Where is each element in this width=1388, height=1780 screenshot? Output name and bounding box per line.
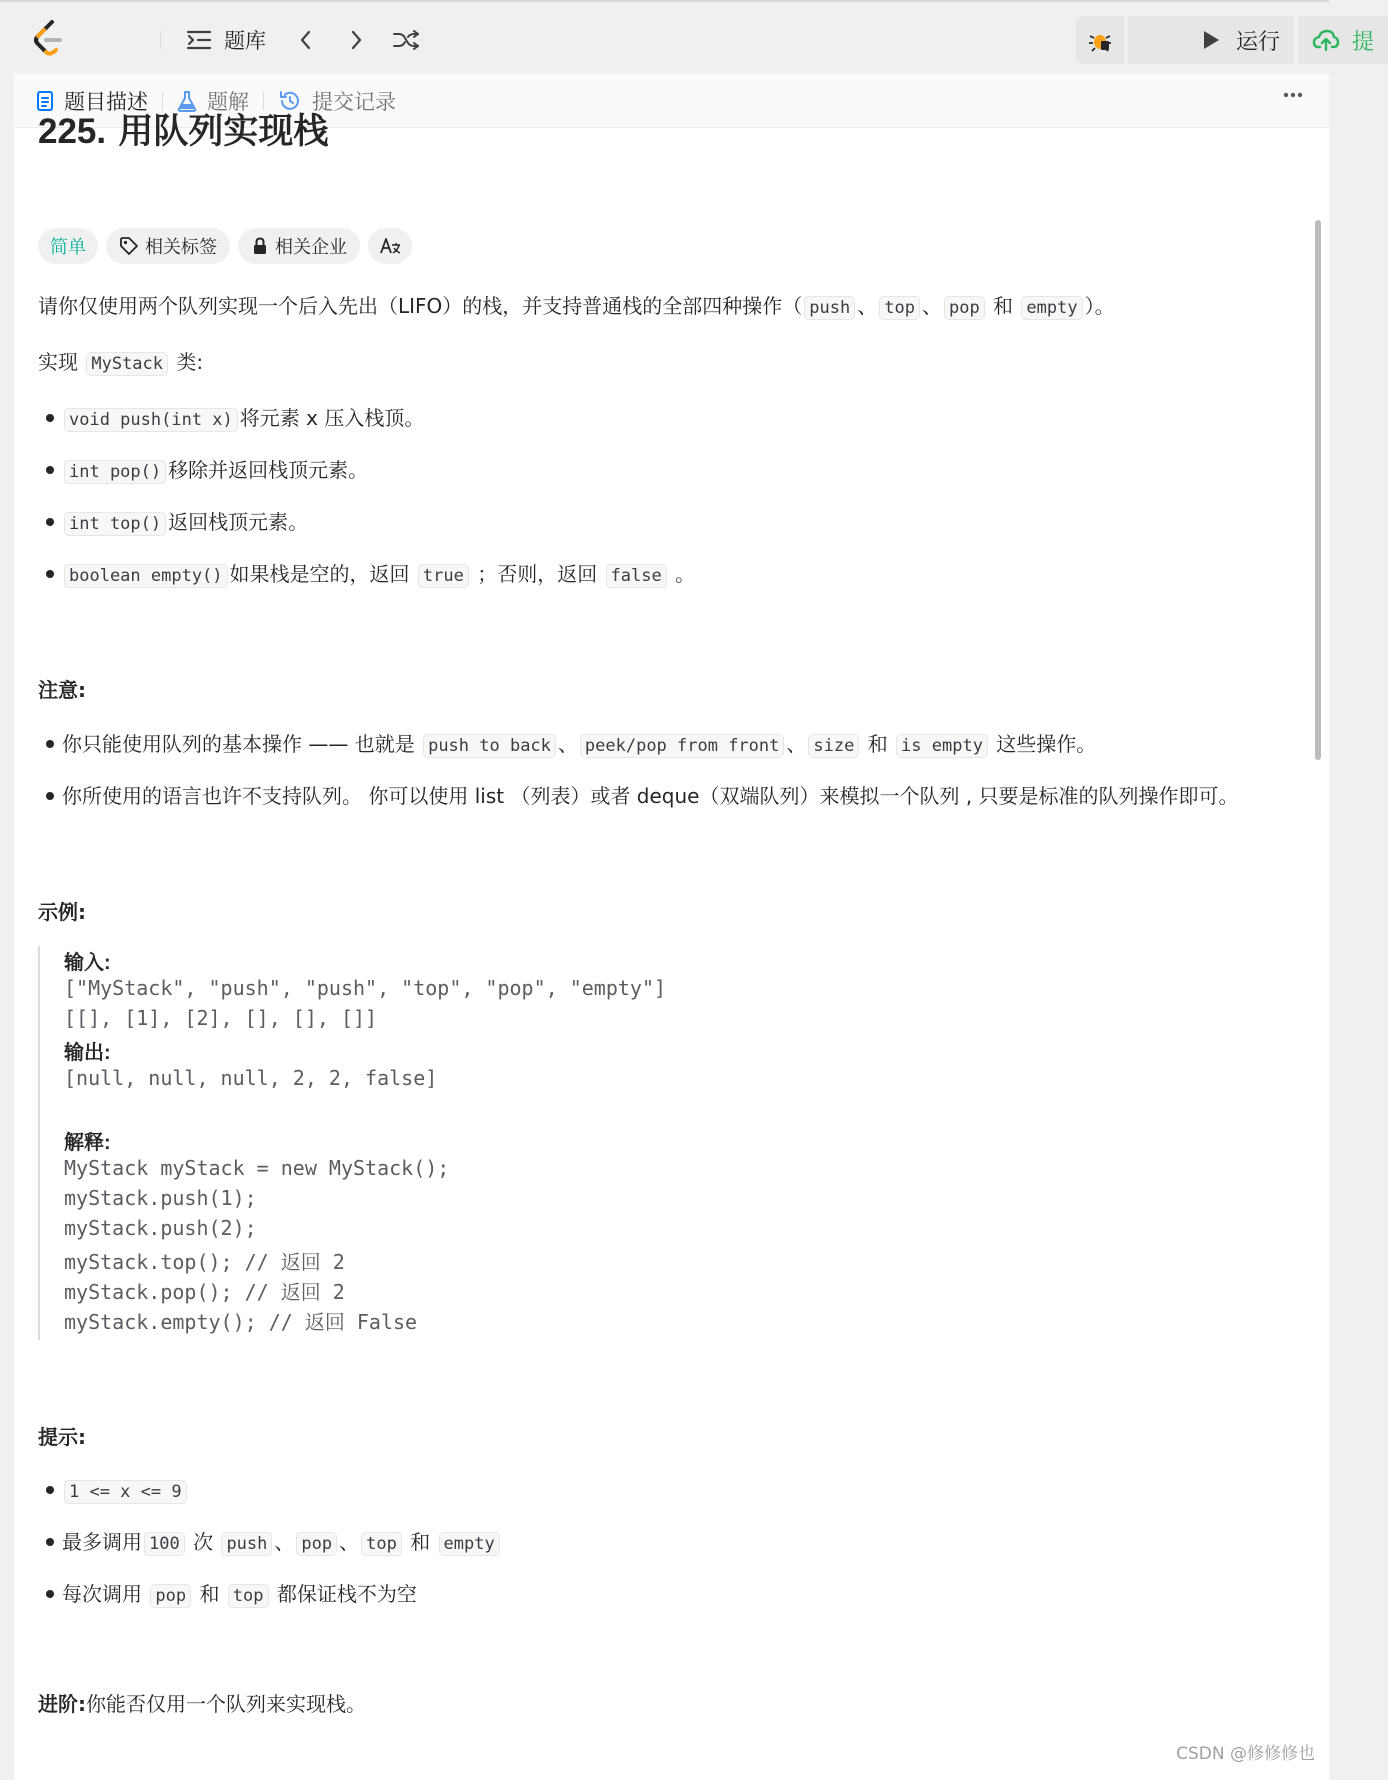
list-bullet bbox=[46, 570, 54, 578]
list-item bbox=[62, 454, 368, 488]
inline-code: int top() bbox=[64, 512, 166, 536]
list-item bbox=[62, 1474, 189, 1508]
list-item bbox=[62, 1526, 502, 1560]
list-item bbox=[62, 728, 1096, 762]
inline-code: pop bbox=[944, 296, 985, 320]
problem-body bbox=[38, 0, 1298, 1780]
hint-text: 都保证栈不为空 bbox=[276, 1582, 417, 1606]
intro-text: 请你仅使用两个队列实现一个后入先出（LIFO）的栈，并支持普通栈的全部四种操作（ bbox=[38, 294, 803, 318]
example-input-label: 输入: bbox=[64, 952, 111, 974]
inline-code: void push(int x) bbox=[64, 408, 238, 432]
list-bullet bbox=[46, 740, 54, 748]
hint-text: 每次调用 bbox=[62, 1582, 142, 1606]
inline-code: is empty bbox=[896, 734, 988, 758]
problem-tags bbox=[38, 228, 412, 264]
example-output-line: [null, null, null, 2, 2, false] bbox=[64, 1066, 438, 1090]
follow-up-label: 进阶: bbox=[38, 1692, 86, 1716]
list-bullet bbox=[46, 792, 54, 800]
implement-line bbox=[38, 346, 203, 380]
inline-code: false bbox=[606, 564, 667, 588]
list-item: 你所使用的语言也许不支持队列。 你可以使用 list （列表）或者 deque（双端队列）来模拟一个队列 , 只要是标准的队列操作即可。 bbox=[62, 784, 1239, 808]
example-explain-line: myStack.empty(); // 返回 False bbox=[64, 1310, 418, 1334]
tag-icon bbox=[119, 236, 139, 256]
note-text: 这些操作。 bbox=[996, 732, 1097, 756]
problem-name: 用队列实现栈 bbox=[118, 112, 329, 152]
translate-button[interactable] bbox=[368, 228, 412, 264]
separator: 、 bbox=[921, 294, 942, 318]
inline-code: top bbox=[879, 296, 920, 320]
inline-code: size bbox=[808, 734, 859, 758]
translate-icon bbox=[379, 236, 401, 256]
note-text: 你只能使用队列的基本操作 —— 也就是 bbox=[62, 732, 415, 756]
problem-list-label: 题库 bbox=[224, 29, 266, 53]
tab-description-label: 题目描述 bbox=[64, 89, 148, 114]
run-label: 运行 bbox=[1236, 29, 1281, 55]
inline-code: boolean empty() bbox=[64, 564, 228, 588]
watermark: CSDN @修修修也 bbox=[1176, 1744, 1315, 1764]
submit-button[interactable] bbox=[1298, 16, 1388, 64]
inline-code: pop bbox=[150, 1584, 191, 1608]
list-bullet bbox=[46, 414, 54, 422]
inline-code: push bbox=[221, 1532, 272, 1556]
inline-code: push bbox=[804, 296, 855, 320]
and-text: 和 bbox=[867, 732, 888, 756]
hint-text: 最多调用 bbox=[62, 1530, 142, 1554]
lock-icon bbox=[251, 236, 269, 256]
follow-up-text: 你能否仅用一个队列来实现栈。 bbox=[86, 1692, 366, 1716]
and-text: 和 bbox=[410, 1530, 431, 1554]
separator: 、 bbox=[274, 1530, 295, 1554]
related-companies-button[interactable] bbox=[238, 228, 360, 264]
method-description: 将元素 x 压入栈顶。 bbox=[239, 406, 425, 430]
inline-code: empty bbox=[1021, 296, 1082, 320]
related-topics-button[interactable] bbox=[106, 228, 230, 264]
example-explain-line: myStack.push(1); bbox=[64, 1186, 257, 1210]
separator: 、 bbox=[857, 294, 878, 318]
hints-heading: 提示: bbox=[38, 1425, 86, 1449]
list-bullet bbox=[46, 1590, 54, 1598]
related-topics-label: 相关标签 bbox=[145, 237, 217, 258]
inline-code: top bbox=[361, 1532, 402, 1556]
example-explain-label: 解释: bbox=[64, 1132, 111, 1154]
method-description: 返回栈顶元素。 bbox=[168, 510, 309, 534]
inline-code: peek/pop from front bbox=[580, 734, 784, 758]
list-bullet bbox=[46, 1538, 54, 1546]
follow-up bbox=[38, 1688, 366, 1720]
example-input-line: ["MyStack", "push", "push", "top", "pop", "empty"] bbox=[64, 976, 667, 1000]
example-input-line: [[], [1], [2], [], [], []] bbox=[64, 1006, 378, 1030]
inline-code: true bbox=[418, 564, 469, 588]
example-block bbox=[38, 946, 738, 1340]
example-explain-line: myStack.push(2); bbox=[64, 1216, 257, 1240]
submit-label: 提 bbox=[1352, 29, 1375, 55]
separator: 、 bbox=[339, 1530, 360, 1554]
impl-text: 实现 bbox=[38, 350, 78, 374]
example-explain-line: myStack.top(); // 返回 2 bbox=[64, 1250, 345, 1274]
inline-code: 1 <= x <= 9 bbox=[64, 1480, 187, 1504]
inline-code: top bbox=[228, 1584, 269, 1608]
cloud-upload-icon bbox=[1312, 28, 1340, 52]
and-text: 和 bbox=[199, 1582, 220, 1606]
and-text: 和 bbox=[993, 294, 1014, 318]
tab-submissions-label: 提交记录 bbox=[312, 89, 396, 114]
inline-code: pop bbox=[296, 1532, 337, 1556]
example-explain-line: MyStack myStack = new MyStack(); bbox=[64, 1156, 450, 1180]
problem-number: 225. bbox=[38, 112, 107, 151]
inline-code: push to back bbox=[423, 734, 556, 758]
inline-code: MyStack bbox=[86, 352, 168, 376]
difficulty-badge: 简单 bbox=[38, 228, 98, 264]
scrollbar[interactable] bbox=[1315, 220, 1321, 760]
list-bullet bbox=[46, 466, 54, 474]
method-description: ；否则，返回 bbox=[477, 562, 598, 586]
list-item bbox=[62, 506, 308, 540]
list-item bbox=[62, 1578, 417, 1612]
example-output-label: 输出: bbox=[64, 1042, 111, 1064]
inline-code: empty bbox=[439, 1532, 500, 1556]
example-heading: 示例: bbox=[38, 900, 86, 924]
intro-paragraph bbox=[38, 290, 1115, 324]
note-heading: 注意: bbox=[38, 678, 86, 702]
hint-text: 次 bbox=[193, 1530, 214, 1554]
example-explain-line: myStack.pop(); // 返回 2 bbox=[64, 1280, 345, 1304]
impl-text: 类: bbox=[176, 350, 204, 374]
intro-end: ）。 bbox=[1084, 294, 1115, 318]
tab-solutions-label: 题解 bbox=[207, 89, 249, 114]
method-description: 。 bbox=[675, 562, 696, 586]
related-companies-label: 相关企业 bbox=[275, 237, 347, 258]
list-item bbox=[62, 402, 424, 436]
separator: 、 bbox=[557, 732, 578, 756]
separator: 、 bbox=[786, 732, 807, 756]
method-description: 如果栈是空的，返回 bbox=[229, 562, 410, 586]
list-bullet bbox=[46, 1486, 54, 1494]
inline-code: int pop() bbox=[64, 460, 166, 484]
list-item bbox=[62, 558, 695, 592]
list-bullet bbox=[46, 518, 54, 526]
method-description: 移除并返回栈顶元素。 bbox=[168, 458, 369, 482]
inline-code: 100 bbox=[144, 1532, 185, 1556]
